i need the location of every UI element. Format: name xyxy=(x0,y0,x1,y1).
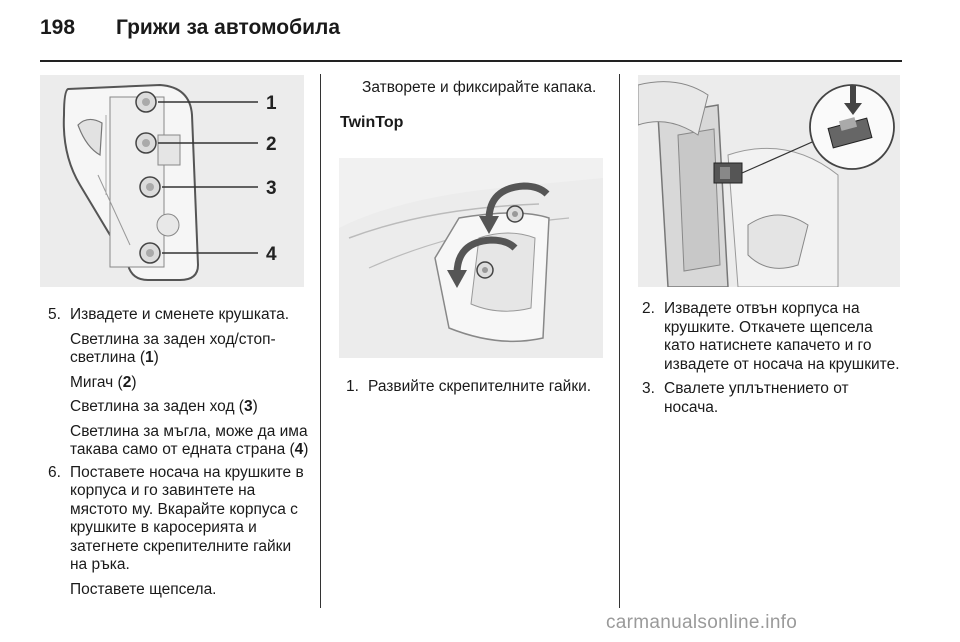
step-1: 1. Развийте скрепителните гайки. xyxy=(346,378,592,395)
lamp-housing-figure xyxy=(638,75,900,287)
callout-1: 1 xyxy=(266,93,277,114)
close-cover-text: Затворете и фиксирайте капака. xyxy=(362,79,597,96)
lamp-housing-illustration xyxy=(638,75,900,287)
step-6: 6. Поставете носача на крушките в корпуса и го завинтете на мястото му. Вкарайте корпуса с крушките в каросерията и затегнете скрепителните гайки на ръка. xyxy=(48,463,304,573)
column-2-bottom-text xyxy=(346,378,610,397)
connector-plug xyxy=(714,163,742,183)
callout-2: 2 xyxy=(266,134,277,155)
bulb-1 xyxy=(136,92,156,112)
page-title: Грижи за автомобила xyxy=(116,16,341,39)
bulb-4 xyxy=(140,243,160,263)
twintop-nuts-figure xyxy=(339,158,603,358)
step-5: 5. Извадете и сменете крушката. xyxy=(48,306,290,323)
header-rule xyxy=(40,60,902,62)
lamp-1-desc: Светлина за заден ход/стоп-светлина (1) xyxy=(70,330,276,366)
callout-4: 4 xyxy=(266,244,277,265)
nut-lower xyxy=(477,262,493,278)
bulb-3 xyxy=(140,177,160,197)
step-6-sub: Поставете щепсела. xyxy=(70,580,217,598)
bulb-holder-illustration xyxy=(40,75,304,287)
twintop-illustration xyxy=(339,158,603,358)
press-down-arrow-icon xyxy=(850,85,856,105)
bulb-holder-figure xyxy=(40,75,304,287)
column-2-top-text xyxy=(340,79,604,132)
column-3-text xyxy=(642,300,904,417)
column-1-text xyxy=(48,306,310,599)
step-2: 2. Извадете отвън корпуса на крушките. Откачете щепсела като натиснете капачето и го извадете от носача на крушките. xyxy=(642,300,900,373)
column-divider-1 xyxy=(320,74,321,608)
step-3: 3. Свалете уплътнението от носача. xyxy=(642,380,849,416)
bulb-2 xyxy=(136,133,156,153)
detail-inset xyxy=(810,85,894,169)
lamp-4-desc: Светлина за мъгла, може да има такава само от едната страна (4) xyxy=(70,422,309,458)
lamp-3-desc: Светлина за заден ход (3) xyxy=(70,398,258,415)
callout-3: 3 xyxy=(266,178,277,199)
section-title-twintop: TwinTop xyxy=(340,113,404,131)
lamp-2-desc: Мигач (2) xyxy=(70,373,137,391)
nut-upper xyxy=(507,206,523,222)
column-divider-2 xyxy=(619,74,620,608)
watermark: carmanualsonline.info xyxy=(606,612,798,633)
page-number: 198 xyxy=(40,16,76,39)
